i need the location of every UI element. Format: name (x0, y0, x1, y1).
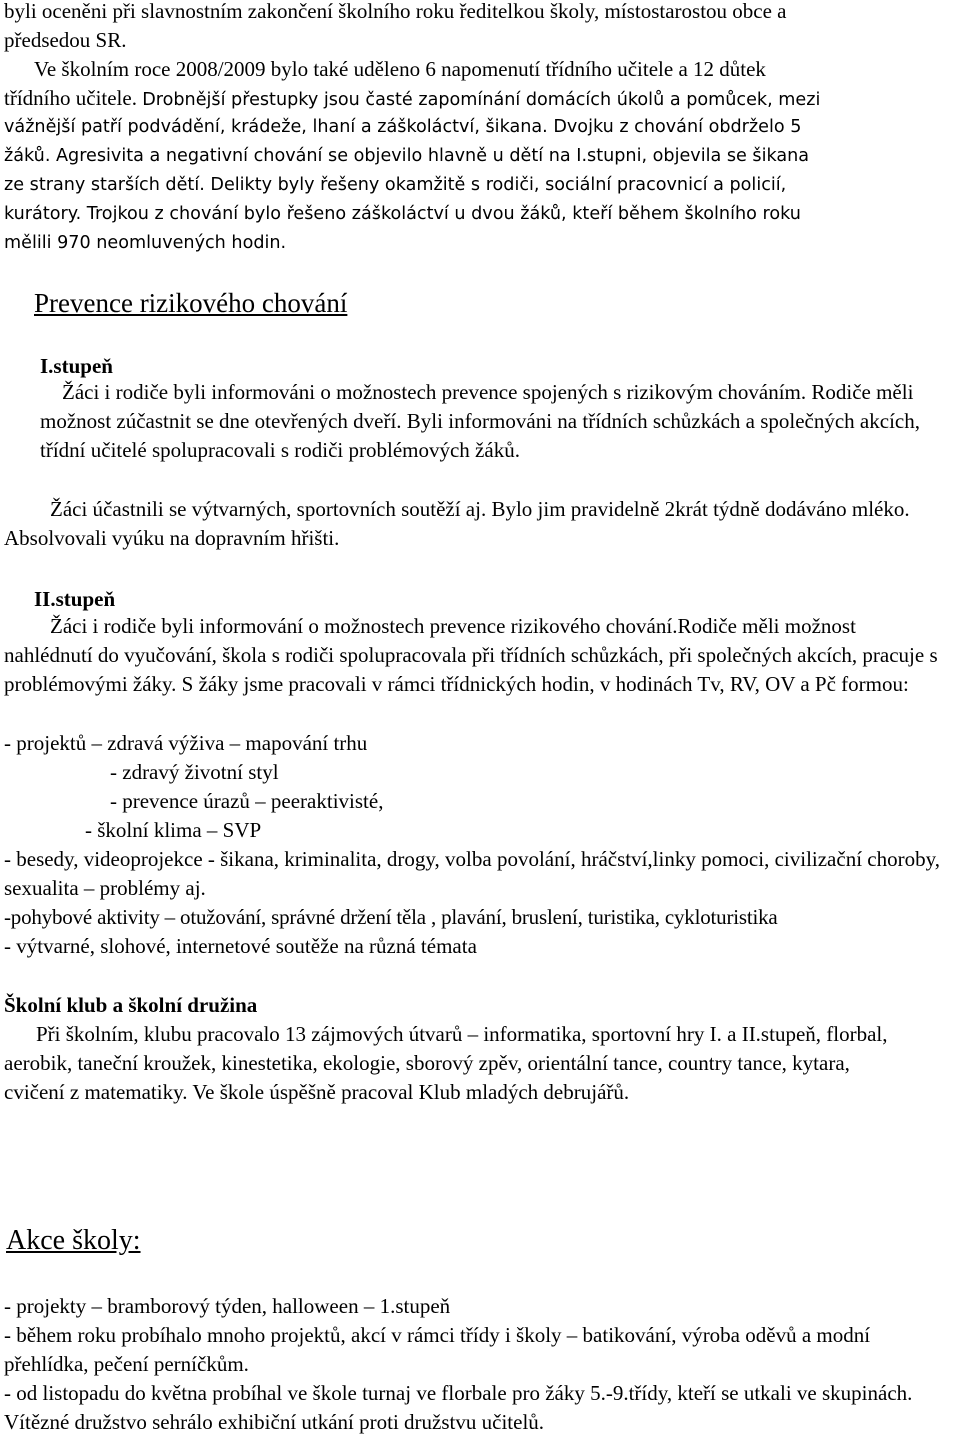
intro-line-4a: třídního učitele. (4, 86, 143, 110)
intro-line-4b: Drobnější přestupky jsou časté zapomínání domácích úkolů a pomůcek, mezi (142, 90, 821, 110)
stupen2-list-item-4: - školní klima – SVP (85, 818, 262, 842)
akce-item-1: - projekty – bramborový týden, halloween – 1.stupeň (4, 1294, 451, 1318)
akce-heading: Akce školy: (6, 1225, 141, 1256)
intro-line-2: předsedou SR. (4, 28, 127, 52)
stupen1-title: I.stupeň (40, 354, 113, 378)
intro-line-8: kurátory. Trojkou z chování bylo řešeno záškoláctví u dvou žáků, kteří během školního roku (4, 204, 801, 224)
stupen2-list-item-3: - prevence úrazů – peeraktivisté, (110, 789, 384, 813)
akce-item-3: - od listopadu do května probíhal ve škole turnaj ve florbale pro žáky 5.-9.třídy, kteří se utkali ve skupinách. Vítězné družstvo sehrálo exhibiční utkání proti družstvu učitelů. (4, 1381, 913, 1434)
stupen2-paragraph: Žáci i rodiče byli informování o možnostech prevence rizikového chování.Rodiče měli možnost nahlédnutí do vyučování, škola s rodiči spolupracovala při třídních schůzkách, při společných akcích, pracuje s problémovými žáky. S žáky jsme pracovali v rámci třídnických hodin, v hodinách Tv, RV, OV a Pč formou: (4, 614, 938, 696)
intro-line-5: vážnější patří podvádění, krádeže, lhaní a záškoláctví, šikana. Dvojku z chování obdrželo 5 (4, 117, 802, 137)
intro-line-9: mělili 970 neomluvených hodin. (4, 233, 287, 253)
intro-line-7: ze strany starších dětí. Delikty byly řešeny okamžitě s rodiči, sociální pracovnicí a policií, (4, 175, 787, 195)
intro-line-1: byli oceněni při slavnostním zakončení školního roku ředitelkou školy, místostarostou obce a (4, 0, 787, 23)
stupen2-list-item-1: - projektů – zdravá výživa – mapování trhu (4, 731, 368, 755)
intro-line-6: žáků. Agresivita a negativní chování se objevilo hlavně u dětí na I.stupni, objevila se šikana (4, 146, 810, 166)
stupen2-list-item-7: - výtvarné, slohové, internetové soutěže na různá témata (4, 934, 477, 958)
klub-paragraph: Při školním, klubu pracovalo 13 zájmových útvarů – informatika, sportovní hry I. a II.stupeň, florbal, aerobik, taneční kroužek, kinestetika, ekologie, sborový zpěv, orientální tance, country tance, kytara, cvičení z matematiky. Ve škole úspěšně pracoval Klub mladých debrujářů. (4, 1022, 888, 1104)
stupen1-paragraph-1: Žáci i rodiče byli informováni o možnostech prevence spojených s rizikovým chováním. Rodiče měli možnost zúčastnit se dne otevřených dveří. Byli informováni na třídních schůzkách a společných akcích, třídní učitelé spolupracovali s rodiči problémových žáků. (40, 380, 920, 462)
stupen2-list-item-2: - zdravý životní styl (110, 760, 279, 784)
klub-heading: Školní klub a školní družina (4, 993, 258, 1017)
stupen2-title: II.stupeň (34, 587, 116, 611)
intro-line-3: Ve školním roce 2008/2009 bylo také uděleno 6 napomenutí třídního učitele a 12 důtek (34, 57, 766, 81)
stupen2-list-item-5: - besedy, videoprojekce - šikana, kriminalita, drogy, volba povolání, hráčství,linky pomoci, civilizační choroby, sexualita – problémy aj. (4, 847, 940, 900)
stupen2-list-item-6: -pohybové aktivity – otužování, správné držení těla , plavání, bruslení, turistika, cykloturistika (4, 905, 778, 929)
prevence-heading: Prevence rizikového chování (34, 288, 348, 318)
akce-item-2: - během roku probíhalo mnoho projektů, akcí v rámci třídy i školy – batikování, výroba oděvů a modní přehlídka, pečení perníčkům. (4, 1323, 871, 1376)
intro-line-4 (4, 84, 820, 115)
stupen1-paragraph-2: Žáci účastnili se výtvarných, sportovních soutěží aj. Bylo jim pravidelně 2krát týdně dodáváno mléko. Absolvovali vyúku na dopravním hřišti. (4, 497, 910, 550)
